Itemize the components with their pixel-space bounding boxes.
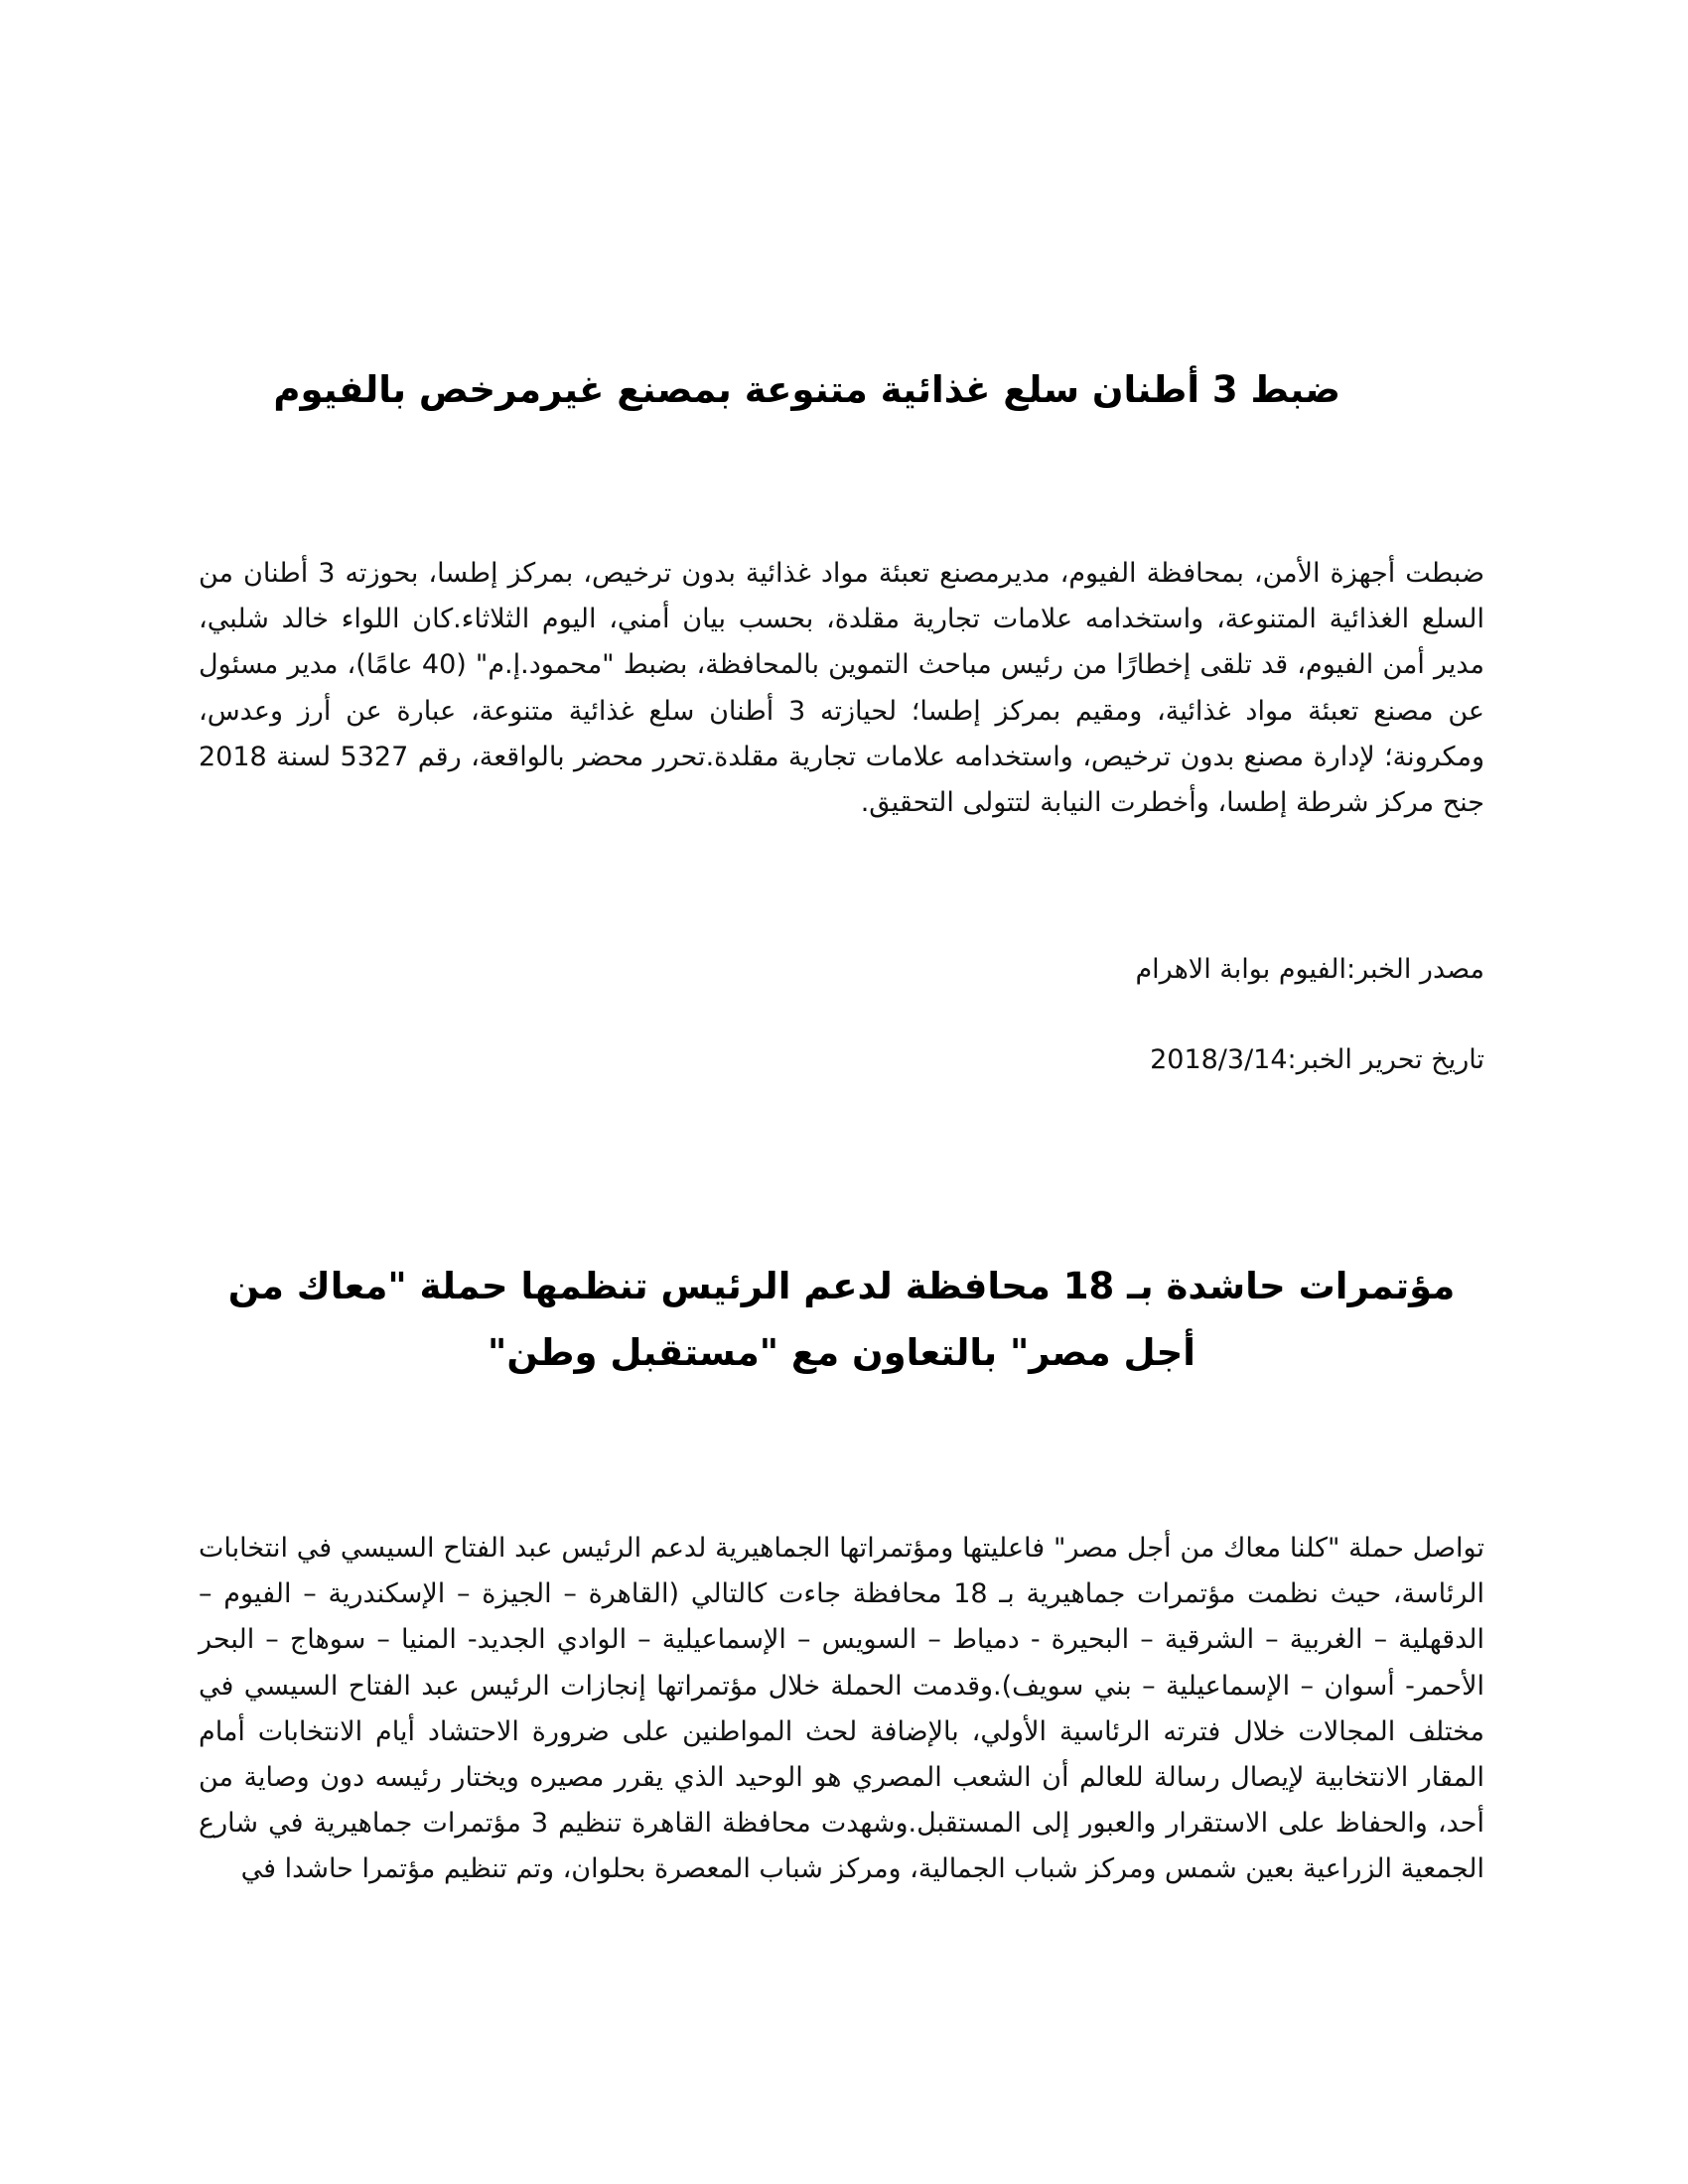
source-value: الفيوم بوابة الاهرام <box>1135 954 1347 985</box>
article-1-body: ضبطت أجهزة الأمن، بمحافظة الفيوم، مديرمصنع تعبئة مواد غذائية بدون ترخيص، بمركز إطسا، بحوزته 3 أطنان من السلع الغذائية المتنوعة، واستخدامه علامات تجارية مقلدة، بحسب بيان أمني، اليوم الثلاثاء.كان اللواء خالد شلبي، مدير أمن الفيوم، قد تلقى إخطارًا من رئيس مباحث التموين بالمحافظة، بضبط "محمود.إ.م" (40 عامًا)، مدير مسئول عن مصنع تعبئة مواد غذائية، ومقيم بمركز إطسا؛ لحيازته 3 أطنان سلع غذائية متنوعة، عبارة عن أرز وعدس، ومكرونة؛ لإدارة مصنع بدون ترخيص، واستخدامه علامات تجارية مقلدة.تحرر محضر بالواقعة، رقم 5327 لسنة 2018 جنح مركز شرطة إطسا، وأخطرت النيابة لتتولى التحقيق. <box>199 558 1484 819</box>
date-value: 2018/3/14 <box>1150 1044 1288 1075</box>
article-2-body: تواصل حملة "كلنا معاك من أجل مصر" فاعليتها ومؤتمراتها الجماهيرية لدعم الرئيس عبد الفتاح السيسي في انتخابات الرئاسة، حيث نظمت مؤتمرات جماهيرية بـ 18 محافظة جاءت كالتالي (القاهرة – الجيزة – الإسكندرية – الفيوم – الدقهلية – الغربية – الشرقية – البحيرة - دمياط – السويس – الإسماعيلية – الوادي الجديد- المنيا – سوهاج – البحر الأحمر- أسوان – الإسماعيلية – بني سويف).وقدمت الحملة خلال مؤتمراتها إنجازات الرئيس عبد الفتاح السيسي في مختلف المجالات خلال فترته الرئاسية الأولي، بالإضافة لحث المواطنين على ضرورة الاحتشاد أيام الانتخابات أمام المقار الانتخابية لإيصال رسالة للعالم أن الشعب المصري هو الوحيد الذي يقرر مصيره ويختار رئيسه دون وصاية من أحد، والحفاظ على الاستقرار والعبور إلى المستقبل.وشهدت محافظة القاهرة تنظيم 3 مؤتمرات جماهيرية في شارع الجمعية الزراعية بعين شمس ومركز شباب الجمالية، ومركز شباب المعصرة بحلوان، وتم تنظيم مؤتمرا حاشدا في <box>199 1533 1484 1885</box>
article-1-date-line <box>794 1040 1484 1080</box>
article-1-headline: ضبط 3 أطنان سلع غذائية متنوعة بمصنع غيرمرخص بالفيوم <box>273 368 1340 411</box>
source-label: مصدر الخبر: <box>1346 954 1484 985</box>
article-1-source-line <box>794 950 1484 990</box>
article-2-headline: مؤتمرات حاشدة بـ 18 محافظة لدعم الرئيس تنظمها حملة "معاك من أجل مصر" بالتعاون مع "مستقبل وطن" <box>227 1265 1456 1374</box>
date-label: تاريخ تحرير الخبر: <box>1287 1044 1484 1075</box>
